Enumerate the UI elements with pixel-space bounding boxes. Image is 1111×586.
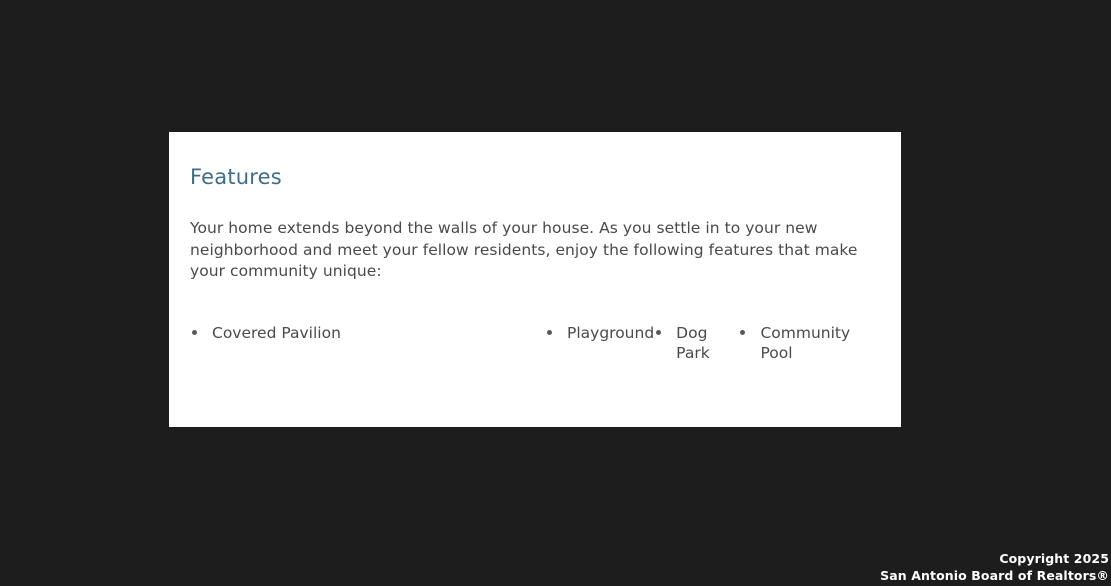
bullet-icon — [192, 330, 197, 335]
list-item-label: Dog Park — [676, 323, 710, 362]
page-title: Features — [190, 165, 282, 189]
copyright-year-line: Copyright 2025 — [999, 551, 1109, 566]
list-item — [190, 323, 545, 359]
list-item — [654, 323, 738, 362]
copyright-org-line: San Antonio Board of Realtors® — [880, 567, 1109, 583]
bullet-icon — [740, 330, 745, 335]
bullet-icon — [547, 330, 552, 335]
features-list — [190, 323, 879, 362]
list-item-label: Covered Pavilion — [212, 323, 341, 342]
list-item-label: Community Pool — [760, 323, 851, 362]
features-card — [169, 132, 901, 427]
features-intro-text: Your home extends beyond the walls of your house. As you settle in to your new neighborhood and meet your fellow residents, enjoy the following features that make your community unique: — [190, 219, 858, 280]
list-item — [738, 323, 879, 362]
list-item — [545, 323, 654, 359]
list-item-label: Playground — [567, 323, 655, 342]
footer-copyright — [880, 551, 1109, 584]
bullet-icon — [656, 330, 661, 335]
